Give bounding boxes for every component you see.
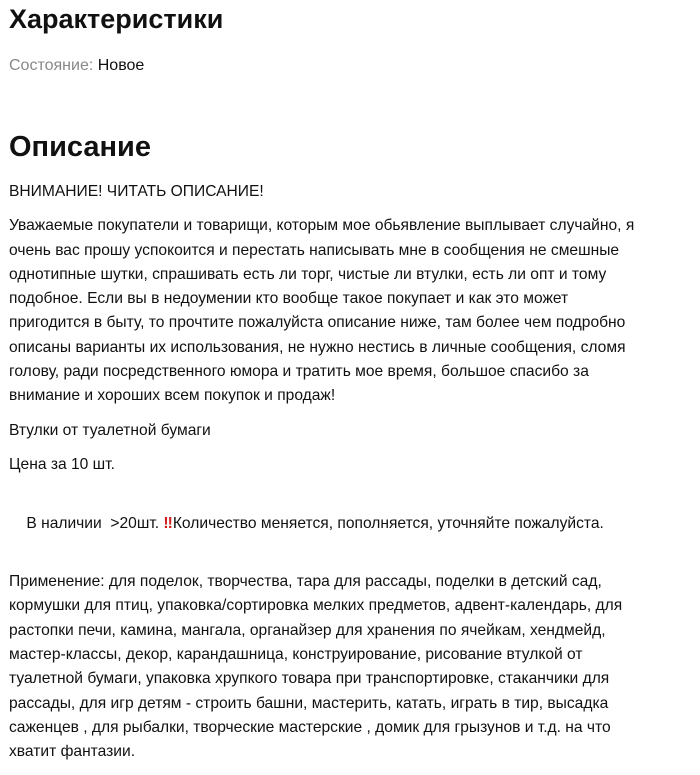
stock-suffix: Количество меняется, пополняется, уточняйте пожалуйста.	[172, 514, 604, 532]
condition-value: Новое	[97, 57, 145, 74]
intro-line: очень вас прошу успокоится и перестать написывать мне в сообщения не смешные	[9, 241, 620, 259]
intro-line: однотипные шутки, спрашивать есть ли торг, чистые ли втулки, есть ли опт и тому	[9, 265, 607, 283]
intro-line: подобное. Если вы в недоумении кто вообще такое покупает и как это может	[9, 290, 569, 308]
attention-text: ВНИМАНИЕ! ЧИТАТЬ ОПИСАНИЕ!	[9, 183, 264, 200]
characteristics-heading: Характеристики	[9, 4, 224, 34]
usage-paragraph	[9, 570, 634, 764]
usage-line: саженцев , для рыбалки, творческие мастерские , домик для грызунов и т.д. на что	[9, 718, 611, 736]
usage-line: туалетной бумаги, упаковка хрупкого товара при транспортировке, стаканчики для	[9, 670, 610, 688]
usage-line: рассады, для игр детям - строить башни, мастерить, катать, играть в тир, высадка	[9, 694, 609, 712]
price-note: Цена за 10 шт.	[9, 455, 115, 473]
intro-paragraph	[9, 214, 634, 408]
intro-line: внимание и хороших всем покупок и продаж!	[9, 387, 336, 405]
intro-line: описаны варианты их использования, не нужно нестись в личные сообщения, сломя	[9, 338, 626, 356]
usage-line: кормушки для птиц, упаковка/сортировка мелких предметов, адвент-календарь, для	[9, 597, 623, 615]
intro-line: пригодится в быту, то прочтите пожалуйста описание ниже, там более чем подробно	[9, 314, 626, 332]
intro-line: голову, ради посредственного юмора и тратить мое время, большое спасибо за	[9, 363, 589, 381]
stock-prefix: В наличии >20шт.	[26, 514, 164, 532]
usage-line: Применение: для поделок, творчества, тара для рассады, поделки в детский сад,	[9, 573, 602, 591]
usage-line: растопки печи, камина, мангала, органайзер для хранения по ячейкам, хендмейд,	[9, 621, 606, 639]
double-exclamation-icon: ‼	[163, 514, 173, 532]
condition-row	[9, 57, 144, 75]
stock-paragraph	[9, 487, 634, 560]
condition-label: Состояние:	[9, 57, 94, 74]
intro-line: Уважаемые покупатели и товарищи, которым мое обьявление выплывает случайно, я	[9, 217, 635, 235]
usage-line: хватит фантазии.	[9, 743, 136, 761]
item-text: Втулки от туалетной бумаги	[9, 421, 211, 439]
description-heading: Описание	[9, 131, 151, 163]
usage-line: мастер-классы, декор, карандашница, конструирование, рисование втулкой от	[9, 646, 583, 664]
description-body	[9, 180, 634, 775]
